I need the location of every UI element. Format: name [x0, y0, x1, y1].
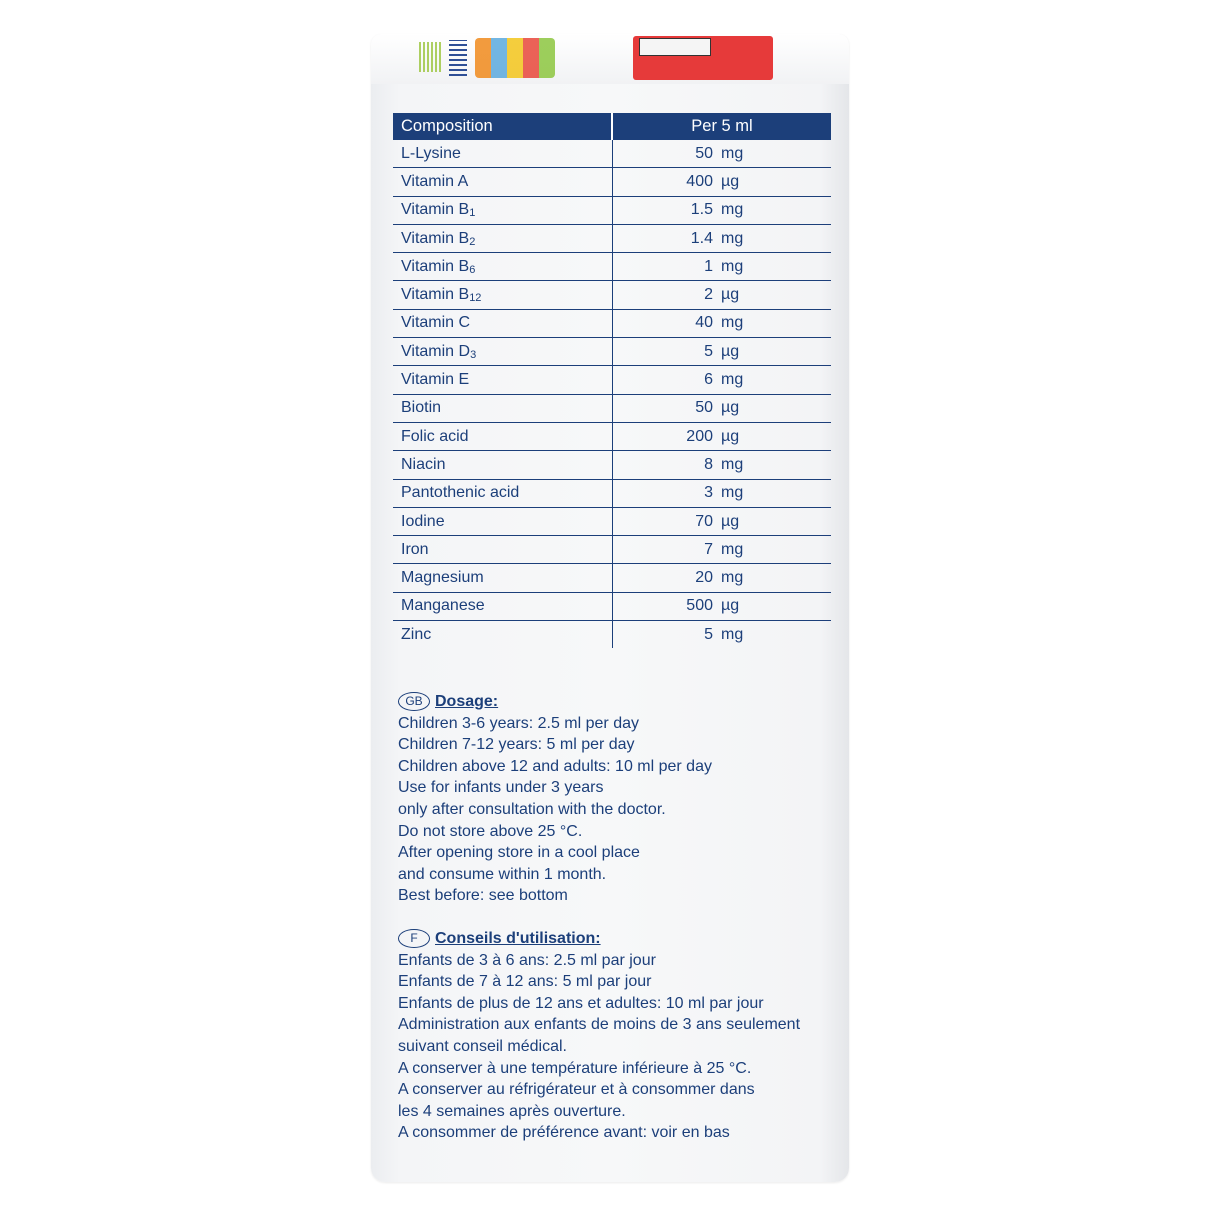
- dosage-line: A conserver au réfrigérateur et à consommer dans: [398, 1081, 755, 1099]
- nutrient-amount: 2 µg: [612, 281, 831, 309]
- nutrient-name: L-Lysine: [393, 140, 612, 168]
- nutrient-name: Pantothenic acid: [393, 479, 612, 507]
- dosage-line: Do not store above 25 °C.: [398, 822, 583, 840]
- nutrient-amount: 7 mg: [612, 536, 831, 564]
- nutrient-name: Vitamin $B_2$: [393, 224, 612, 252]
- dosage-line: Children 3-6 years: 2.5 ml per day: [398, 714, 639, 732]
- dosage-line: Use for infants under 3 years: [398, 779, 604, 797]
- table-row: [393, 309, 831, 337]
- nutrient-name: Vitamin A: [393, 168, 612, 196]
- nutrient-name: Iodine: [393, 507, 612, 535]
- table-row: [393, 507, 831, 535]
- table-row: [393, 592, 831, 620]
- table-row: [393, 536, 831, 564]
- nutrient-name: Folic acid: [393, 422, 612, 450]
- nutrient-amount: 20 mg: [612, 564, 831, 592]
- dosage-line: only after consultation with the doctor.: [398, 800, 666, 818]
- nutrient-amount: 40 mg: [612, 309, 831, 337]
- table-row: [393, 451, 831, 479]
- dosage-line: A consommer de préférence avant: voir en bas: [398, 1124, 730, 1142]
- table-row: [393, 621, 831, 649]
- nutrient-name: Biotin: [393, 394, 612, 422]
- nutrient-amount: 70 µg: [612, 507, 831, 535]
- nutrient-amount: 400 µg: [612, 168, 831, 196]
- box-top-flap-graphics: [371, 34, 849, 84]
- dosage-line: Best before: see bottom: [398, 887, 568, 905]
- white-label-graphic: [639, 38, 711, 56]
- nutrient-amount: 200 µg: [612, 422, 831, 450]
- dosage-line: Children above 12 and adults: 10 ml per day: [398, 757, 712, 775]
- dosage-line: les 4 semaines après ouverture.: [398, 1102, 626, 1120]
- nutrient-amount: 5 µg: [612, 338, 831, 366]
- nutrient-name: Vitamin C: [393, 309, 612, 337]
- dosage-line: Enfants de plus de 12 ans et adultes: 10 ml par jour: [398, 994, 764, 1012]
- nutrient-amount: 1.5 mg: [612, 196, 831, 224]
- nutrient-amount: 8 mg: [612, 451, 831, 479]
- dosage-english-section: [398, 691, 828, 907]
- dosage-line: A conserver à une température inférieure à 25 °C.: [398, 1059, 752, 1077]
- green-print-graphic: [419, 42, 441, 72]
- table-row: [393, 140, 831, 168]
- table-row: [393, 394, 831, 422]
- composition-table: [393, 113, 831, 648]
- table-row: [393, 253, 831, 281]
- composition-header: Composition: [393, 113, 612, 140]
- dosage-french-section: [398, 928, 828, 1144]
- table-row: [393, 224, 831, 252]
- nutrient-amount: 50 mg: [612, 140, 831, 168]
- dosage-line: suivant conseil médical.: [398, 1037, 567, 1055]
- nutrient-amount: 1 mg: [612, 253, 831, 281]
- nutrient-name: Manganese: [393, 592, 612, 620]
- table-header-row: [393, 113, 831, 140]
- nutrient-amount: 1.4 mg: [612, 224, 831, 252]
- nutrient-amount: 500 µg: [612, 592, 831, 620]
- f-language-badge: F: [398, 929, 430, 948]
- table-row: [393, 338, 831, 366]
- table-row: [393, 168, 831, 196]
- table-row: [393, 196, 831, 224]
- nutrient-name: Vitamin $B_1$: [393, 196, 612, 224]
- dosage-line: Administration aux enfants de moins de 3 ans seulement: [398, 1016, 801, 1034]
- dosage-line: Enfants de 7 à 12 ans: 5 ml par jour: [398, 973, 652, 991]
- nutrient-amount: 50 µg: [612, 394, 831, 422]
- nutrient-amount: 3 mg: [612, 479, 831, 507]
- dosage-line: Enfants de 3 à 6 ans: 2.5 ml par jour: [398, 951, 656, 969]
- table-row: [393, 564, 831, 592]
- nutrient-name: Vitamin E: [393, 366, 612, 394]
- nutrient-amount: 6 mg: [612, 366, 831, 394]
- nutrient-name: Vitamin $B_{12}$: [393, 281, 612, 309]
- conseils-title: Conseils d'utilisation:: [435, 930, 601, 947]
- nutrient-name: Vitamin $B_6$: [393, 253, 612, 281]
- table-row: [393, 281, 831, 309]
- dosage-line: After opening store in a cool place: [398, 844, 640, 862]
- table-row: [393, 366, 831, 394]
- nutrient-name: Magnesium: [393, 564, 612, 592]
- blue-print-graphic: [449, 40, 467, 76]
- nutrient-name: Niacin: [393, 451, 612, 479]
- table-row: [393, 422, 831, 450]
- dosage-title: Dosage:: [435, 693, 499, 710]
- table-row: [393, 479, 831, 507]
- gb-language-badge: GB: [398, 692, 430, 711]
- colorful-logo-graphic: [475, 38, 555, 78]
- nutrient-name: Vitamin $D_3$: [393, 338, 612, 366]
- dosage-line: and consume within 1 month.: [398, 865, 607, 883]
- nutrient-amount: 5 mg: [612, 621, 831, 649]
- per-5ml-header: Per 5 ml: [612, 113, 831, 140]
- dosage-line: Children 7-12 years: 5 ml per day: [398, 736, 635, 754]
- nutrient-name: Iron: [393, 536, 612, 564]
- nutrient-name: Zinc: [401, 625, 432, 643]
